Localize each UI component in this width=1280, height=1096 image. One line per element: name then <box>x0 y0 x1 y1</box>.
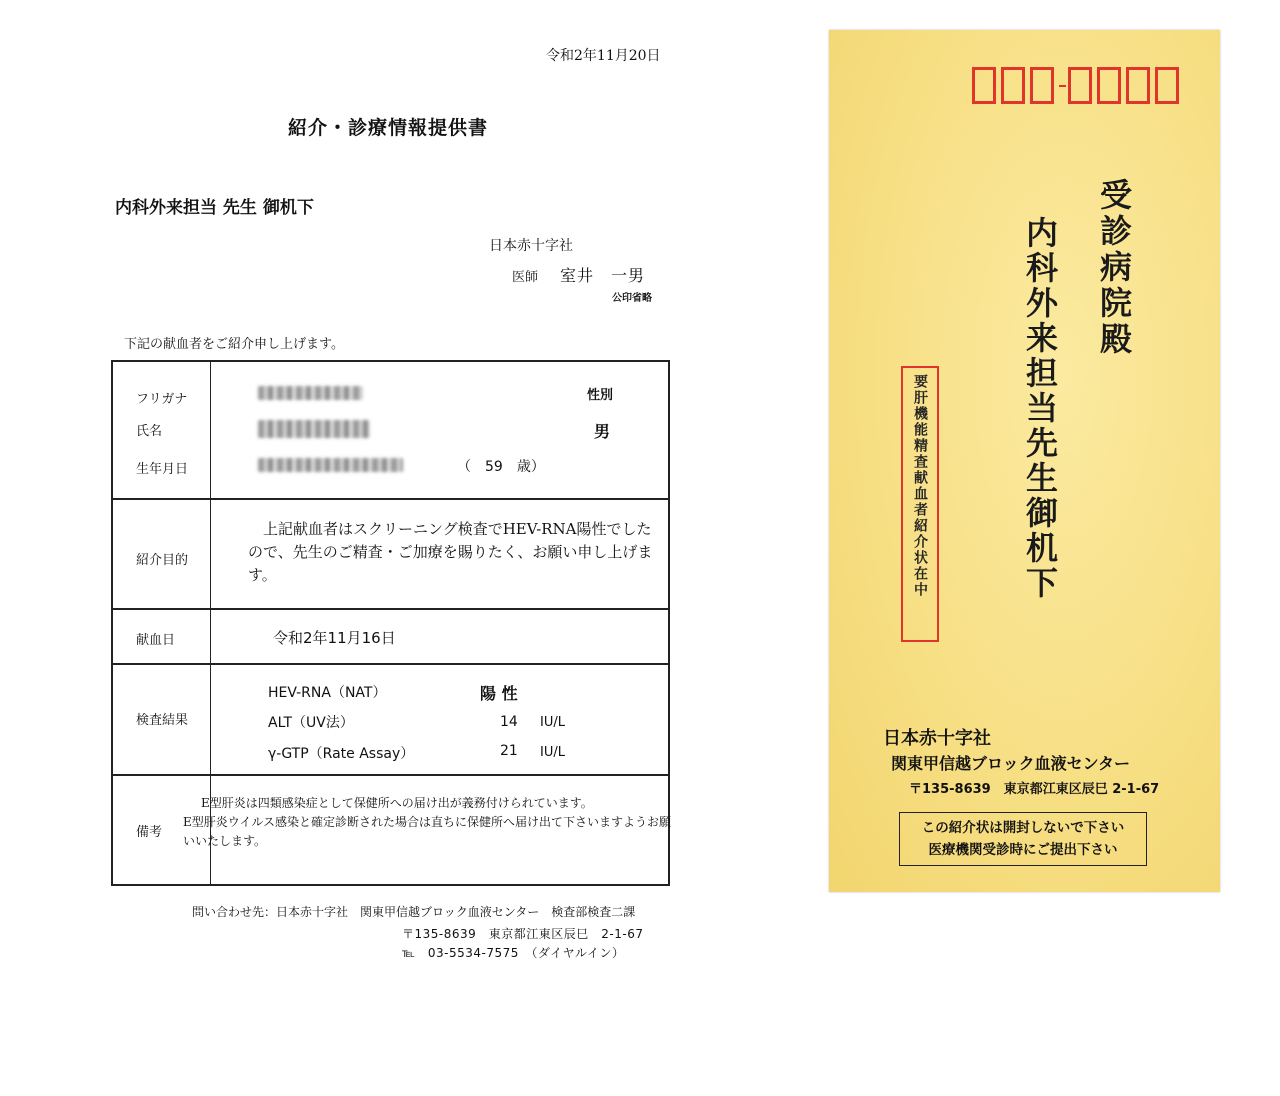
postal-code-box <box>1155 67 1179 104</box>
purpose-label: 紹介目的 <box>136 553 189 568</box>
age-value: （ 59 歳） <box>457 459 545 475</box>
envelope-hospital: 受診病院殿 <box>1095 178 1133 358</box>
contact-phone: ℡ 03-5534-7575 （ダイヤルイン） <box>402 946 625 960</box>
remarks-line: E型肝炎は四類感染症として保健所への届け出が義務付けられています。 <box>201 796 593 810</box>
contact-line: 問い合わせ先：日本赤十字社 関東甲信越ブロック血液センター 検査部検査二課 <box>192 905 636 919</box>
postal-code-box <box>1126 67 1150 104</box>
letter-addressee: 内科外来担当 先生 御机下 <box>115 198 314 218</box>
envelope-notice <box>899 812 1147 866</box>
sex-label: 性別 <box>587 388 614 403</box>
result-test-name: γ-GTP（Rate Assay） <box>268 746 415 762</box>
birthdate-label: 生年月日 <box>136 462 189 477</box>
donation-date-value: 令和2年11月16日 <box>273 629 396 647</box>
furigana-label: フリガナ <box>136 392 188 407</box>
envelope-organization: 日本赤十字社 <box>883 728 991 749</box>
envelope-addressee: 内科外来担当先生御机下 <box>1021 216 1059 601</box>
remarks-label: 備考 <box>136 825 163 840</box>
row-divider <box>113 663 668 665</box>
name-label: 氏名 <box>136 424 163 439</box>
letter-date: 令和2年11月20日 <box>546 48 661 64</box>
purpose-text: 上記献血者はスクリーニング検査でHEV-RNA陽性でしたので、先生のご精査・ご加療を賜りたく、お願い申し上げます。 <box>248 520 653 584</box>
postal-code-dash <box>1059 85 1066 87</box>
notice-line: この紹介状は開封しないで下さい <box>921 820 1125 836</box>
contact-address: 〒135-8639 東京都江東区辰巳 2-1-67 <box>402 927 644 941</box>
result-unit: IU/L <box>540 745 565 760</box>
envelope <box>829 30 1220 892</box>
row-divider <box>113 774 668 776</box>
row-divider <box>113 608 668 610</box>
intro-text: 下記の献血者をご紹介申し上げます。 <box>124 337 344 352</box>
sex-value: 男 <box>594 422 611 441</box>
donation-date-label: 献血日 <box>136 633 176 648</box>
result-value: 21 <box>500 743 518 759</box>
doctor-role: 医師 <box>512 270 539 285</box>
result-test-name: ALT（UV法） <box>268 715 354 731</box>
postal-code-box <box>972 67 996 104</box>
result-unit: IU/L <box>540 715 565 730</box>
postal-code-box <box>1068 67 1092 104</box>
doctor-name: 室井 一男 <box>560 266 646 285</box>
postal-code-box <box>1097 67 1121 104</box>
notice-line: 医療機関受診時にご提出下さい <box>928 842 1118 858</box>
envelope-center: 関東甲信越ブロック血液センター <box>891 754 1131 773</box>
row-divider <box>113 498 668 500</box>
enclosure-stamp-text: 要肝機能精査献血者紹介状在中 <box>912 374 928 598</box>
letter-title: 紹介・診療情報提供書 <box>288 117 489 139</box>
results-label: 検査結果 <box>136 713 189 728</box>
seal-omitted-note: 公印省略 <box>612 293 652 304</box>
sender-organization: 日本赤十字社 <box>489 238 573 254</box>
result-value: 陽 性 <box>480 684 518 703</box>
remarks-text <box>183 794 673 851</box>
name-redacted <box>258 420 370 438</box>
postal-code-box <box>1030 67 1054 104</box>
envelope-address: 〒135-8639 東京都江東区辰巳 2-1-67 <box>909 782 1160 797</box>
result-value: 14 <box>500 714 518 730</box>
furigana-redacted <box>258 386 363 400</box>
result-test-name: HEV-RNA（NAT） <box>268 685 387 701</box>
enclosure-stamp <box>901 366 939 642</box>
remarks-line: E型肝炎ウイルス感染と確定診断された場合は直ちに保健所へ届け出て下さいますようお願いいたします。 <box>183 815 672 848</box>
birthdate-redacted <box>258 458 403 472</box>
referral-form-table <box>111 360 670 886</box>
postal-code-box <box>1001 67 1025 104</box>
